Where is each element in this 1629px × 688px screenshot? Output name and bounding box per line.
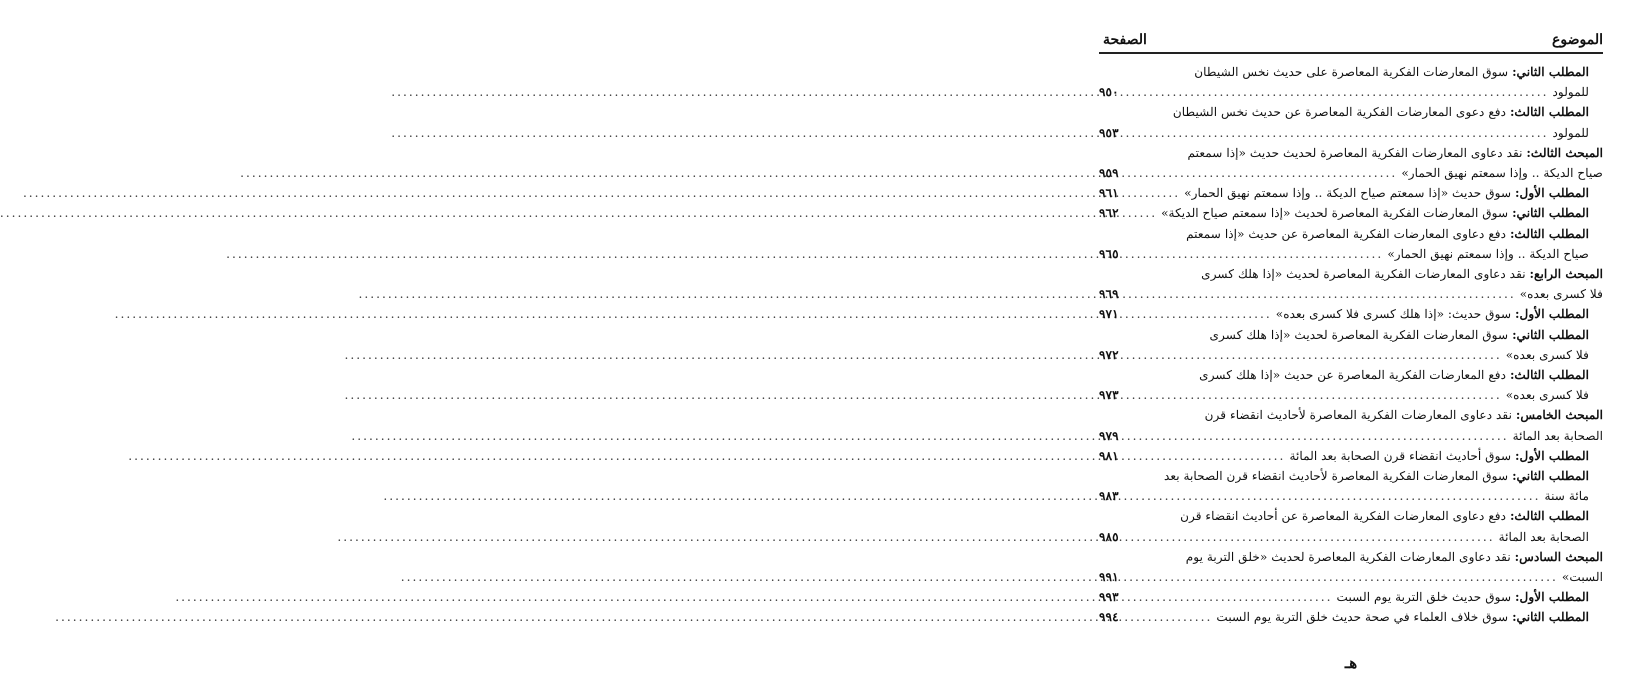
- toc-entry-line: [1099, 527, 1589, 547]
- toc-page-number: ٩٨٣: [1099, 489, 1119, 504]
- toc-entry-line: [1099, 183, 1589, 203]
- toc-entry-title: سوق حديث «إذا سمعتم صياح الديكة .. وإذا سمعتم نهيق الحمار»: [1184, 186, 1512, 201]
- toc-page-number: ٩٦٢: [1099, 206, 1119, 221]
- toc-page: [1099, 28, 1603, 628]
- dot-leader: [1131, 163, 1397, 183]
- toc-entry-label: المطلب الثاني:: [1512, 206, 1589, 221]
- toc-page-number: ٩٩١: [1099, 570, 1119, 585]
- dot-leader: [1131, 244, 1383, 264]
- toc-entry-title-cont: الصحابة بعد المائة: [1512, 428, 1603, 443]
- toc-page-number: ٩٧٣: [1099, 388, 1119, 403]
- toc-entry-label: المطلب الثالث:: [1509, 226, 1589, 241]
- toc-entry-title: دفع دعاوى المعارضات الفكرية المعاصرة عن أحاديث انقضاء قرن: [1180, 509, 1507, 524]
- dot-leader: [1131, 587, 1333, 607]
- toc-entry-line: [1099, 102, 1589, 122]
- toc-entry-line: [1099, 607, 1589, 627]
- toc-entry[interactable]: [1099, 587, 1603, 607]
- toc-entry[interactable]: [1099, 547, 1603, 587]
- dot-leader: [1131, 345, 1502, 365]
- toc-entry-title: نقد دعاوى المعارضات الفكرية المعاصرة لأحاديث انقضاء قرن: [1204, 408, 1512, 423]
- toc-header: [1099, 28, 1603, 54]
- dot-leader: [1131, 486, 1541, 506]
- toc-entry-label: المطلب الأول:: [1515, 590, 1589, 605]
- toc-entry-label: المطلب الثالث:: [1509, 105, 1589, 120]
- toc-entry-title-cont: للمولود: [1552, 85, 1589, 100]
- toc-entry[interactable]: [1099, 224, 1603, 264]
- toc-entry-line: [1099, 547, 1603, 567]
- toc-page-number: ٩٥٩: [1099, 166, 1119, 181]
- toc-page-number: ٩٥٣: [1099, 125, 1119, 140]
- toc-entry-title-cont: صياح الديكة .. وإذا سمعتم نهيق الحمار»: [1401, 166, 1603, 181]
- toc-entry-line: [1099, 123, 1589, 143]
- toc-entry[interactable]: [1099, 446, 1603, 466]
- toc-entry-line: [1099, 446, 1589, 466]
- dot-leader: [1131, 426, 1509, 446]
- toc-entry-title: دفع دعوى المعارضات الفكرية المعاصرة عن حديث نخس الشيطان: [1172, 105, 1507, 120]
- toc-entry-title: سوق أحاديث انقضاء قرن الصحابة بعد المائة: [1289, 448, 1512, 463]
- toc-entry-line: [1099, 486, 1589, 506]
- toc-entry-title: سوق حديث: «إذا هلك كسرى فلا كسرى بعده»: [1275, 307, 1512, 322]
- toc-entry-label: المبحث الرابع:: [1529, 267, 1603, 282]
- toc-entry-title-cont: الصحابة بعد المائة: [1498, 529, 1589, 544]
- dot-leader: [1131, 82, 1548, 102]
- toc-entry-title: سوق خلاف العلماء في صحة حديث خلق التربة يوم السبت: [1216, 610, 1509, 625]
- toc-entry-line: [1099, 264, 1603, 284]
- toc-entry-line: [1099, 62, 1589, 82]
- toc-entry[interactable]: [1099, 203, 1603, 223]
- toc-entry[interactable]: [1099, 102, 1603, 142]
- toc-page-number: ٩٥٠: [1099, 85, 1119, 100]
- toc-page-number: ٩٩٤: [1099, 610, 1119, 625]
- toc-entry[interactable]: [1099, 62, 1603, 102]
- toc-page-number: ٩٨٥: [1099, 529, 1119, 544]
- toc-entry-label: المطلب الأول:: [1515, 186, 1589, 201]
- toc-entry-line: [1099, 224, 1589, 244]
- dot-leader: [1131, 304, 1272, 324]
- toc-entry-title-cont: صياح الديكة .. وإذا سمعتم نهيق الحمار»: [1387, 246, 1589, 261]
- toc-entry-line: [1099, 304, 1589, 324]
- toc-entry[interactable]: [1099, 325, 1603, 365]
- toc-entry-title-cont: مائة سنة: [1544, 489, 1589, 504]
- toc-entry[interactable]: [1099, 183, 1603, 203]
- toc-entry-line: [1099, 284, 1603, 304]
- dot-leader: [1131, 446, 1285, 466]
- dot-leader: [1131, 284, 1516, 304]
- toc-entry-label: المطلب الثاني:: [1512, 65, 1589, 79]
- toc-entry-label: المطلب الثالث:: [1509, 509, 1589, 524]
- dot-leader: [1131, 123, 1548, 143]
- toc-entry[interactable]: [1099, 143, 1603, 183]
- toc-entry-title: دفع المعارضات الفكرية المعاصرة عن حديث «إذا هلك كسرى: [1199, 368, 1507, 383]
- dot-leader: [1131, 385, 1502, 405]
- toc-entry-label: المطلب الثاني:: [1512, 327, 1589, 342]
- toc-entry-title-cont: للمولود: [1552, 125, 1589, 140]
- toc-entry-title: سوق المعارضات الفكرية المعاصرة لحديث «إذا هلك كسرى: [1209, 327, 1509, 342]
- toc-page-number: ٩٨١: [1099, 448, 1119, 463]
- toc-entry[interactable]: [1099, 365, 1603, 405]
- toc-entry-title-cont: فلا كسرى بعده»: [1505, 388, 1589, 403]
- toc-entry-label: المبحث الخامس:: [1515, 408, 1603, 423]
- toc-entry-title: سوق المعارضات الفكرية المعاصرة لأحاديث انقضاء قرن الصحابة بعد: [1163, 469, 1509, 484]
- toc-entry-title: سوق حديث خلق التربة يوم السبت: [1336, 590, 1512, 605]
- toc-page-number: ٩٩٣: [1099, 590, 1119, 605]
- toc-entry-line: [1099, 405, 1603, 425]
- toc-entry-line: [1099, 244, 1589, 264]
- toc-entry-title: دفع دعاوى المعارضات الفكرية المعاصرة عن حديث «إذا سمعتم: [1186, 226, 1507, 241]
- dot-leader: [1131, 183, 1180, 203]
- toc-entry-line: [1099, 203, 1589, 223]
- toc-entry-line: [1099, 466, 1589, 486]
- toc-page-number: ٩٧٩: [1099, 428, 1119, 443]
- dot-leader: [1131, 527, 1495, 547]
- toc-entry-line: [1099, 82, 1589, 102]
- toc-entry-line: [1099, 365, 1589, 385]
- dot-leader: [1131, 607, 1212, 627]
- toc-entry-line: [1099, 506, 1589, 526]
- dot-leader: [1131, 203, 1157, 223]
- toc-entry-title: سوق المعارضات الفكرية المعاصرة لحديث «إذا سمعتم صياح الديكة»: [1161, 206, 1509, 221]
- page-marker: هـ: [1344, 654, 1358, 672]
- toc-page-number: ٩٦٥: [1099, 246, 1119, 261]
- toc-entry[interactable]: [1099, 264, 1603, 304]
- toc-entries: [1099, 62, 1603, 628]
- toc-entry-label: المبحث السادس:: [1514, 549, 1603, 564]
- toc-entry[interactable]: [1099, 466, 1603, 506]
- toc-page-number: ٩٧٢: [1099, 347, 1119, 362]
- toc-entry-line: [1099, 325, 1589, 345]
- toc-entry[interactable]: [1099, 405, 1603, 445]
- toc-entry[interactable]: [1099, 304, 1603, 324]
- toc-page-number: ٩٦١: [1099, 186, 1119, 201]
- toc-entry[interactable]: [1099, 506, 1603, 546]
- page-column-title: الصفحة: [1103, 32, 1147, 48]
- toc-entry-title-cont: فلا كسرى بعده»: [1505, 347, 1589, 362]
- dot-leader: [1131, 567, 1558, 587]
- toc-entry-line: [1099, 567, 1603, 587]
- toc-entry-line: [1099, 587, 1589, 607]
- toc-entry-title-cont: فلا كسرى بعده»: [1519, 287, 1603, 302]
- toc-entry-label: المطلب الثاني:: [1512, 610, 1589, 625]
- toc-entry-label: المطلب الأول:: [1515, 448, 1589, 463]
- topic-column-title: الموضوع: [1552, 32, 1603, 48]
- toc-page-number: ٩٧١: [1099, 307, 1119, 322]
- toc-page-number: ٩٦٩: [1099, 287, 1119, 302]
- toc-entry-title: سوق المعارضات الفكرية المعاصرة على حديث نخس الشيطان: [1194, 65, 1509, 79]
- toc-entry-title: نقد دعاوى المعارضات الفكرية المعاصرة لحديث حديث «إذا سمعتم: [1187, 145, 1523, 160]
- toc-entry-title: نقد دعاوى المعارضات الفكرية المعاصرة لحديث «إذا هلك كسرى: [1201, 267, 1526, 282]
- toc-entry-label: المطلب الثاني:: [1512, 469, 1589, 484]
- toc-entry-label: المطلب الثالث:: [1509, 368, 1589, 383]
- toc-entry-line: [1099, 163, 1603, 183]
- toc-entry-label: المبحث الثالث:: [1526, 145, 1603, 160]
- toc-entry-line: [1099, 143, 1603, 163]
- toc-entry-title-cont: السبت»: [1561, 570, 1603, 585]
- toc-entry-line: [1099, 385, 1589, 405]
- toc-entry-title: نقد دعاوى المعارضات الفكرية المعاصرة لحديث «خلق التربة يوم: [1185, 549, 1511, 564]
- toc-entry-line: [1099, 345, 1589, 365]
- toc-entry-line: [1099, 426, 1603, 446]
- toc-entry-label: المطلب الأول:: [1515, 307, 1589, 322]
- toc-entry[interactable]: [1099, 607, 1603, 627]
